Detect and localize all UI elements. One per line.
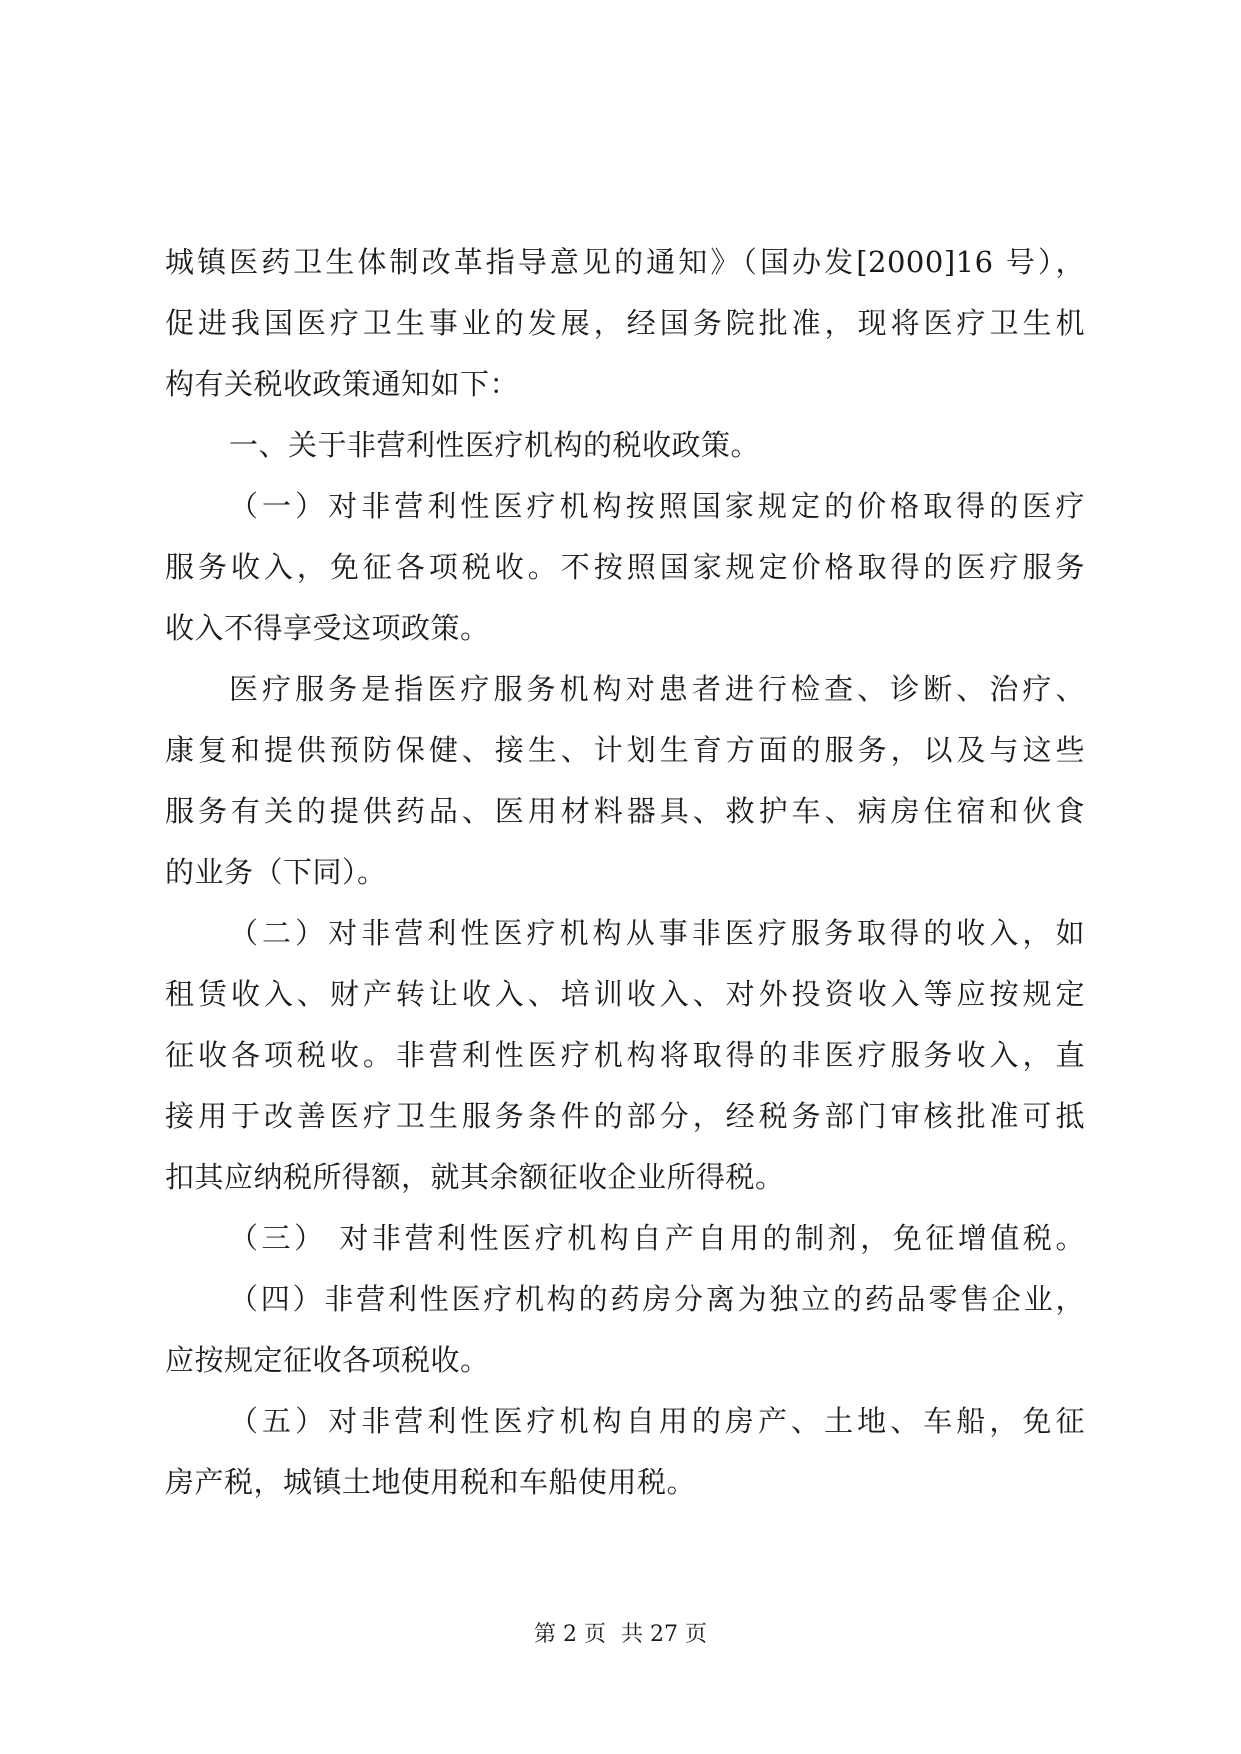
text-line: 服务收入，免征各项税收。不按照国家规定价格取得的医疗服务 [165, 550, 1085, 584]
text-line: 扣其应纳税所得额，就其余额征收企业所得税。 [165, 1160, 785, 1194]
text-line: 构有关税收政策通知如下： [165, 367, 520, 401]
text-line: 收入不得享受这项政策。 [165, 611, 490, 645]
text-line: （三） 对非营利性医疗机构自产自用的制剂，免征增值税。 [229, 1221, 1085, 1255]
text-line: 租赁收入、财产转让收入、培训收入、对外投资收入等应按规定 [165, 977, 1085, 1011]
text-line: 应按规定征收各项税收。 [165, 1343, 490, 1377]
text-line: （四）非营利性医疗机构的药房分离为独立的药品零售企业， [229, 1282, 1085, 1316]
section-heading: 一、关于非营利性医疗机构的税收政策。 [229, 428, 761, 462]
text-line: （一）对非营利性医疗机构按照国家规定的价格取得的医疗 [229, 489, 1085, 523]
text-line: 征收各项税收。非营利性医疗机构将取得的非医疗服务收入，直 [165, 1038, 1085, 1072]
document-body [165, 232, 1085, 1513]
text-line: 康复和提供预防保健、接生、计划生育方面的服务，以及与这些 [165, 733, 1085, 767]
text-line: 接用于改善医疗卫生服务条件的部分，经税务部门审核批准可抵 [165, 1099, 1085, 1133]
text-line: 房产税，城镇土地使用税和车船使用税。 [165, 1465, 697, 1499]
page-total: 共 27 页 [621, 1622, 707, 1647]
text-line: 服务有关的提供药品、医用材料器具、救护车、病房住宿和伙食 [165, 794, 1085, 828]
text-line: 医疗服务是指医疗服务机构对患者进行检查、诊断、治疗、 [229, 672, 1085, 706]
page-footer [0, 1617, 1241, 1648]
text-line: 促进我国医疗卫生事业的发展，经国务院批准，现将医疗卫生机 [165, 306, 1085, 340]
text-line: （二）对非营利性医疗机构从事非医疗服务取得的收入，如 [229, 916, 1085, 950]
page-number: 第 2 页 [534, 1622, 606, 1647]
text-line: 的业务（下同）。 [165, 855, 387, 889]
text-line: （五）对非营利性医疗机构自用的房产、土地、车船，免征 [229, 1404, 1085, 1438]
text-line: 城镇医药卫生体制改革指导意见的通知》（国办发[2000]16 号）， [165, 245, 1085, 279]
